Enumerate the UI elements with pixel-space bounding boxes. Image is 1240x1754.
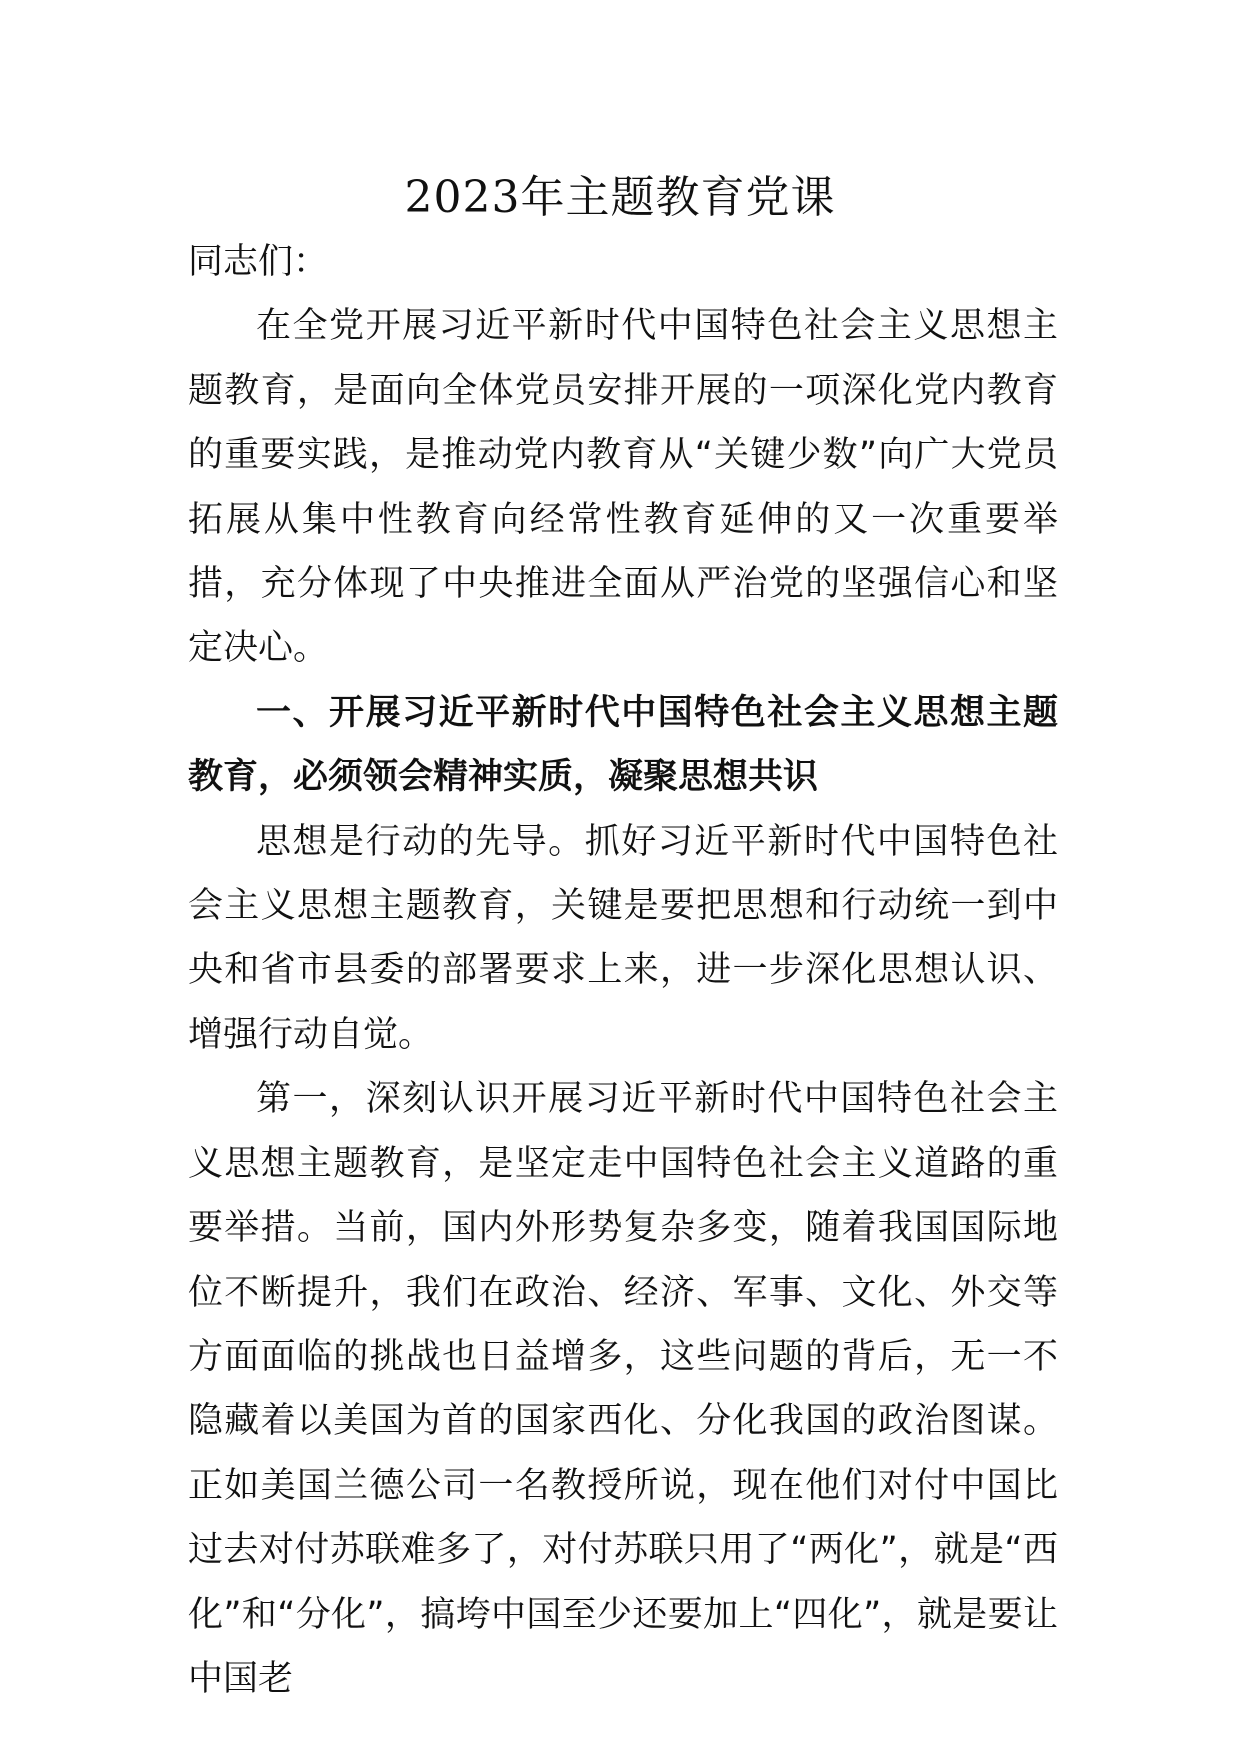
paragraph-intro: 在全党开展习近平新时代中国特色社会主义思想主题教育，是面向全体党员安排开展的一项深化党内教育的重要实践，是推动党内教育从“关键少数”向广大党员拓展从集中性教育向经常性教育延伸的又一次重要举措，充分体现了中央推进全面从严治党的坚强信心和坚定决心。 (188, 306, 1058, 669)
paragraph-point-1: 第一，深刻认识开展习近平新时代中国特色社会主义思想主题教育，是坚定走中国特色社会主义道路的重要举措。当前，国内外形势复杂多变，随着我国国际地位不断提升，我们在政治、经济、军事、文化、外交等方面面临的挑战也日益增多，这些问题的背后，无一不隐藏着以美国为首的国家西化、分化我国的政治图谋。正如美国兰德公司一名教授所说，现在他们对付中国比过去对付苏联难多了，对付苏联只用了“两化”，就是“西化”和“分化”，搞垮中国至少还要加上“四化”，就是要让中国老 (188, 1079, 1058, 1699)
section-heading-1: 一、开展习近平新时代中国特色社会主义思想主题教育，必须领会精神实质，凝聚思想共识 (188, 692, 1058, 798)
salutation: 同志们： (188, 242, 329, 282)
paragraph-section-1-lead: 思想是行动的先导。抓好习近平新时代中国特色社会主义思想主题教育，关键是要把思想和行动统一到中央和省市县委的部署要求上来，进一步深化思想认识、增强行动自觉。 (188, 821, 1058, 1055)
document-title: 2023年主题教育党课 (404, 172, 836, 223)
document-body (188, 230, 1058, 1711)
